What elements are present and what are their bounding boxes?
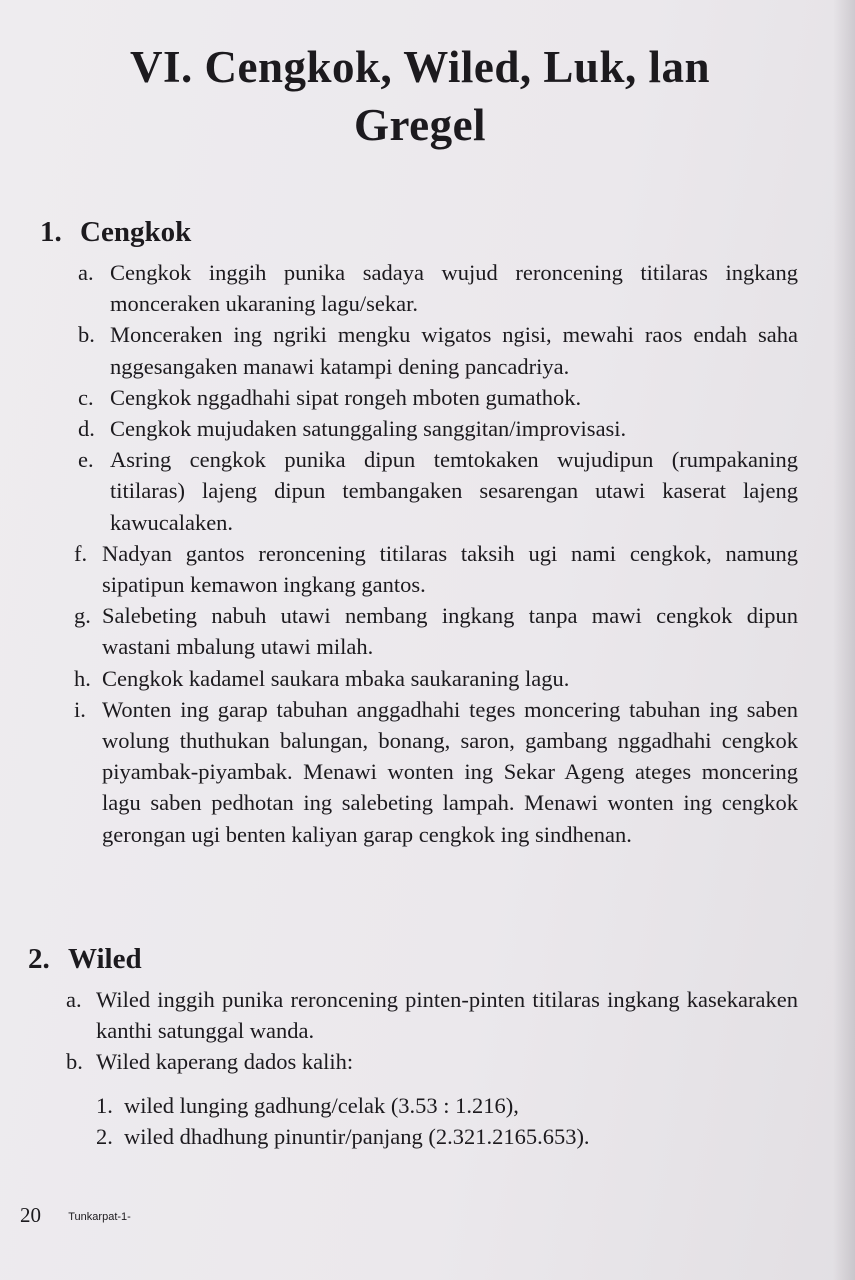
- item-marker: c.: [78, 384, 94, 410]
- chapter-title: [60, 38, 780, 154]
- cengkok-list: [74, 257, 798, 850]
- section-number: 1.: [40, 216, 62, 248]
- item-marker: b.: [66, 1049, 83, 1075]
- item-text: wiled lunging gadhung/celak (3.53 : 1.216),: [124, 1093, 519, 1118]
- wiled-sublist: [96, 1090, 776, 1152]
- section-heading-cengkok: [40, 216, 191, 249]
- list-item: [78, 257, 798, 319]
- item-marker: 1.: [96, 1093, 113, 1118]
- item-text: Asring cengkok punika dipun temtokaken wujudipun (rumpakaning titilaras) lajeng dipun tembangaken sesarengan utawi kaserat lajeng kawucalaken.: [110, 447, 798, 535]
- chapter-title-line2: Gregel: [353, 100, 487, 150]
- item-marker: a.: [78, 260, 94, 285]
- item-text: Cengkok nggadhahi sipat rongeh mboten gumathok.: [110, 384, 582, 410]
- section-title: Wiled: [68, 943, 142, 975]
- item-text: Nadyan gantos reroncening titilaras taksih ugi nami cengkok, namung sipatipun kemawon ingkang gantos.: [102, 540, 798, 598]
- item-marker: e.: [78, 447, 94, 473]
- chapter-title-line1: VI. Cengkok, Wiled, Luk, lan: [129, 42, 711, 92]
- item-text: Wiled inggih punika reroncening pinten-pinten titilaras ingkang kasekaraken kanthi satunggal wanda.: [96, 987, 798, 1044]
- item-text: Cengkok kadamel saukara mbaka saukaraning lagu.: [102, 665, 570, 691]
- item-marker: a.: [66, 987, 82, 1012]
- list-item: [66, 984, 798, 1046]
- list-item: [66, 1046, 798, 1077]
- item-text: Monceraken ing ngriki mengku wigatos ngisi, mewahi raos endah saha nggesangaken manawi katampi dening pancadriya.: [110, 322, 798, 379]
- page-number: 20: [20, 1203, 41, 1227]
- page-footer: [20, 1203, 131, 1228]
- item-marker: i.: [74, 696, 86, 722]
- item-marker: b.: [78, 322, 95, 348]
- list-item: [78, 444, 798, 538]
- item-marker: d.: [78, 416, 95, 442]
- item-text: Salebeting nabuh utawi nembang ingkang tanpa mawi cengkok dipun wastani mbalung utawi milah.: [102, 603, 798, 660]
- item-text: Cengkok mujudaken satunggaling sanggitan/improvisasi.: [110, 416, 627, 442]
- section-heading-wiled: [28, 943, 142, 976]
- sub-list-item: [96, 1121, 776, 1152]
- wiled-list: [66, 984, 798, 1078]
- list-item: [78, 319, 798, 381]
- list-item: [74, 694, 798, 850]
- item-marker: f.: [74, 540, 88, 566]
- list-item: [78, 413, 798, 444]
- item-text: Cengkok inggih punika sadaya wujud reroncening titilaras ingkang monceraken ukaraning lagu/sekar.: [110, 260, 798, 317]
- section-title: Cengkok: [80, 216, 192, 248]
- section-number: 2.: [28, 943, 50, 975]
- running-title: Tunkarpat-1-: [68, 1211, 131, 1223]
- item-text: wiled dhadhung pinuntir/panjang (2.321.2165.653).: [124, 1124, 590, 1150]
- list-item: [74, 663, 798, 694]
- page-edge-shadow: [833, 0, 855, 1280]
- list-item: [74, 538, 798, 600]
- list-item: [78, 382, 798, 413]
- item-marker: h.: [74, 665, 91, 691]
- item-marker: g.: [74, 603, 91, 629]
- item-marker: 2.: [96, 1124, 113, 1150]
- sub-list-item: [96, 1090, 776, 1121]
- item-text: Wiled kaperang dados kalih:: [96, 1049, 354, 1075]
- item-text: Wonten ing garap tabuhan anggadhahi teges moncering tabuhan ing saben wolung thuthukan balungan, bonang, saron, gambang nggadhahi cengkok piyambak-piyambak. Menawi wonten ing Sekar Ageng ateges moncering lagu saben pedhotan ing salebeting lampah. Menawi wonten ing cengkok gerongan ugi benten kaliyan garap cengkok ing sindhenan.: [102, 696, 798, 847]
- list-item: [74, 600, 798, 662]
